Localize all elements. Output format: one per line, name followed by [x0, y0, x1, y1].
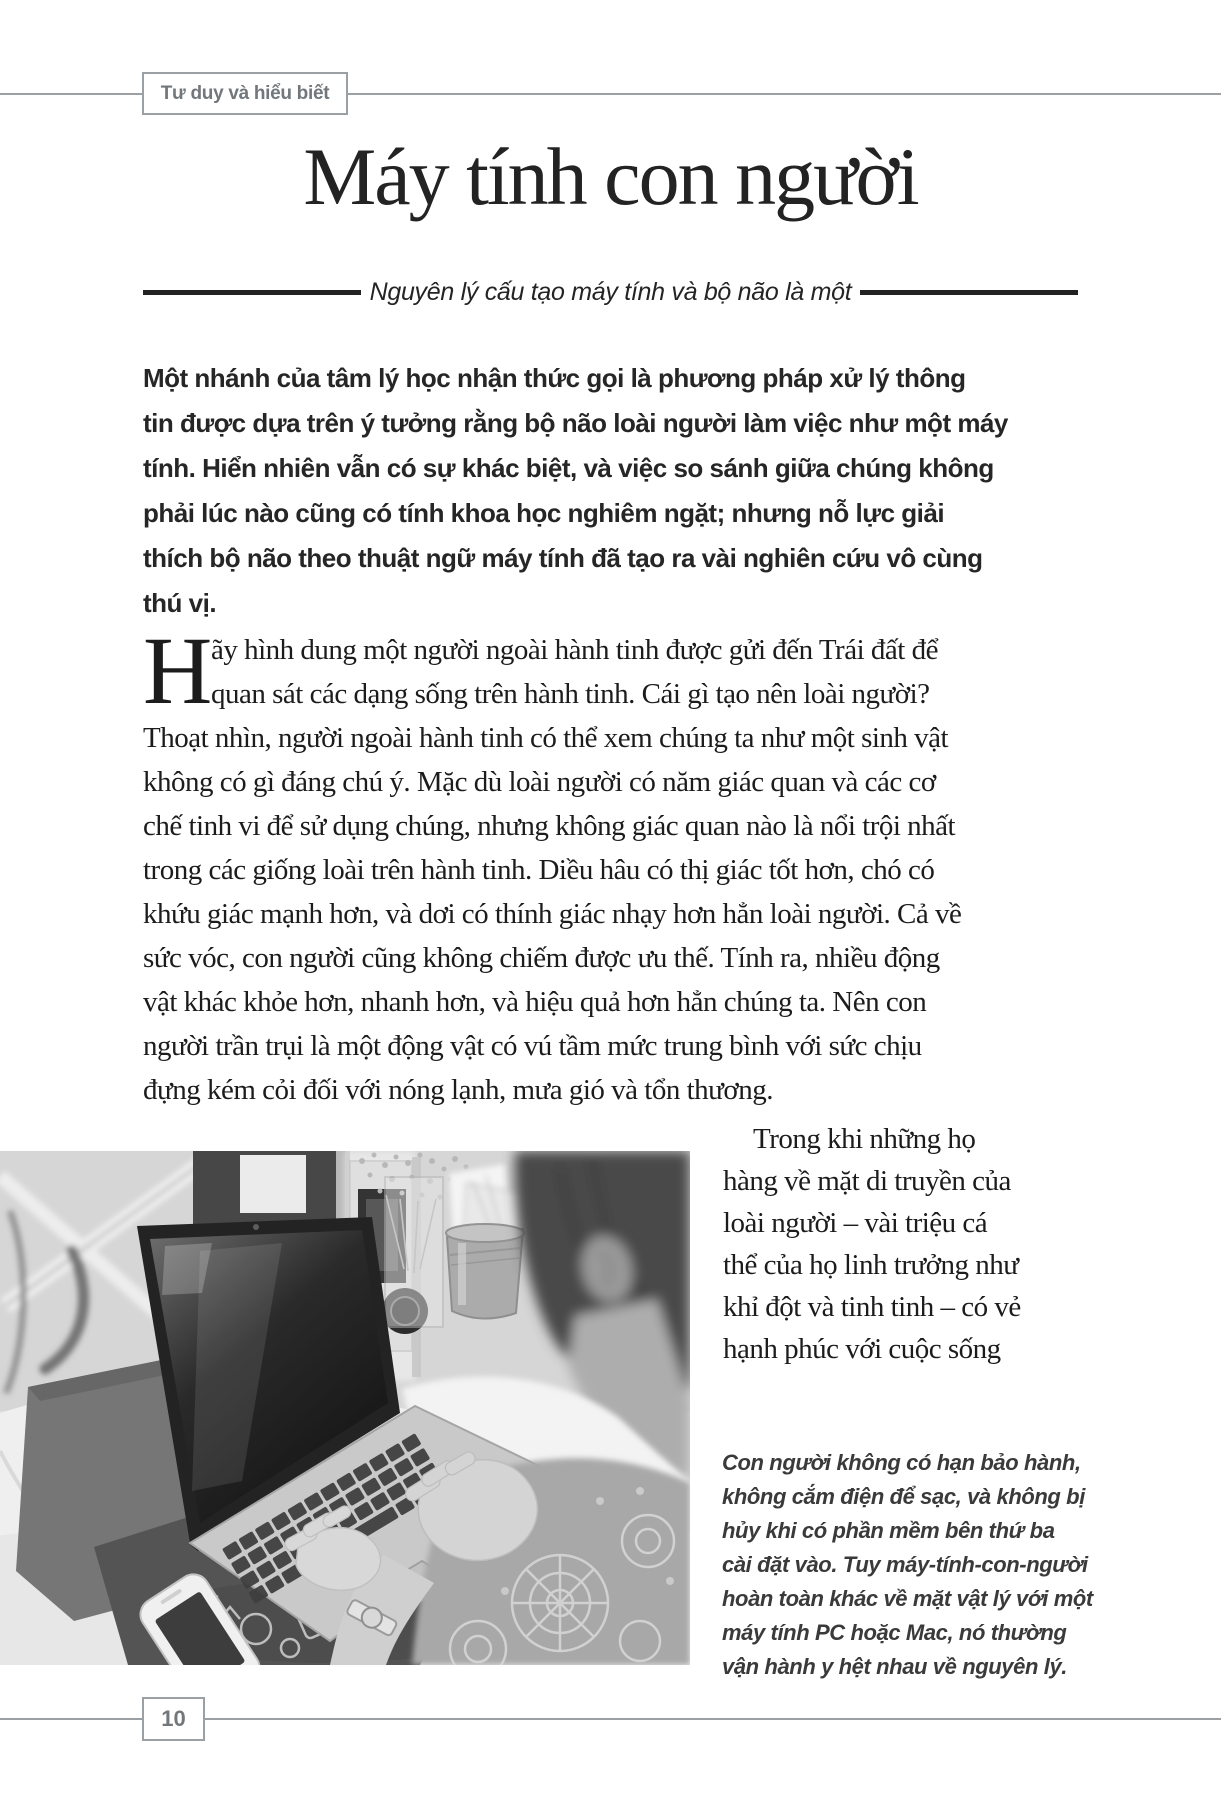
- body-line: ãy hình dung một người ngoài hành tinh được gửi đến Trái đất để: [211, 634, 938, 666]
- drop-cap: H: [143, 617, 213, 724]
- body-line: Trong khi những họ: [753, 1123, 976, 1155]
- section-tag: [142, 72, 348, 115]
- caption-line: hủy khi có phần mềm bên thứ ba: [722, 1518, 1055, 1543]
- caption-line: không cắm điện để sạc, và không bị: [722, 1484, 1085, 1509]
- lead-line: phải lúc nào cũng có tính khoa học nghiêm ngặt; nhưng nỗ lực giải: [143, 498, 945, 528]
- lead-paragraph: [143, 356, 1088, 626]
- article-subtitle: Nguyên lý cấu tạo máy tính và bộ não là một: [369, 277, 852, 306]
- body-line: hàng về mặt di truyền của: [723, 1165, 1011, 1197]
- body-line: chế tinh vi để sử dụng chúng, nhưng không giác quan nào là nổi trội nhất: [143, 810, 956, 842]
- body-line: hạnh phúc với cuộc sống: [723, 1333, 1001, 1365]
- body-line: khỉ đột và tinh tinh – có vẻ: [723, 1291, 1021, 1323]
- body-line: vật khác khỏe hơn, nhanh hơn, và hiệu quả hơn hẳn chúng ta. Nên con: [143, 986, 927, 1018]
- page-number: 10: [161, 1706, 186, 1731]
- page-title: Máy tính con người: [303, 131, 918, 222]
- subtitle-row: [143, 270, 1078, 314]
- caption-line: hoàn toàn khác về mặt vật lý với một: [722, 1586, 1093, 1611]
- caption-line: cài đặt vào. Tuy máy-tính-con-người: [722, 1552, 1088, 1577]
- body-line: trong các giống loài trên hành tinh. Diều hâu có thị giác tốt hơn, chó có: [143, 854, 935, 886]
- page-number-box: [142, 1697, 205, 1741]
- caption-line: máy tính PC hoặc Mac, nó thường: [722, 1620, 1067, 1645]
- body-line: không có gì đáng chú ý. Mặc dù loài người có năm giác quan và các cơ: [143, 766, 936, 798]
- lead-line: Một nhánh của tâm lý học nhận thức gọi là phương pháp xử lý thông: [143, 363, 966, 393]
- body-paragraph-1: [143, 617, 1093, 1112]
- lead-line: tính. Hiển nhiên vẫn có sự khác biệt, và việc so sánh giữa chúng không: [143, 453, 994, 483]
- lead-line: tin được dựa trên ý tưởng rằng bộ não loài người làm việc như một máy: [143, 408, 1008, 438]
- caption-line: vận hành y hệt nhau về nguyên lý.: [722, 1654, 1067, 1679]
- photo-caption: [722, 1446, 1122, 1684]
- body-line: Thoạt nhìn, người ngoài hành tinh có thể xem chúng ta như một sinh vật: [143, 722, 949, 754]
- body-line: quan sát các dạng sống trên hành tinh. Cái gì tạo nên loài người?: [211, 678, 930, 710]
- section-tag-label: Tư duy và hiểu biết: [160, 82, 330, 104]
- caption-line: Con người không có hạn bảo hành,: [722, 1450, 1081, 1475]
- body-line: sức vóc, con người cũng không chiếm được ưu thế. Tính ra, nhiều động: [143, 942, 940, 974]
- body-line: người trần trụi là một động vật có vú tầm mức trung bình với sức chịu: [143, 1030, 922, 1062]
- body-line: khứu giác mạnh hơn, và dơi có thính giác nhạy hơn hẳn loài người. Cả về: [143, 898, 962, 930]
- body-line: thể của họ linh trưởng như: [723, 1249, 1019, 1281]
- subtitle-rule-left: [143, 290, 361, 295]
- laptop-typing-photo: [0, 1151, 690, 1665]
- lead-line: thích bộ não theo thuật ngữ máy tính đã tạo ra vài nghiên cứu vô cùng: [143, 543, 983, 573]
- subtitle-rule-right: [860, 290, 1078, 295]
- lead-line: thú vị.: [143, 588, 217, 618]
- body-line: đựng kém cỏi đối với nóng lạnh, mưa gió và tổn thương.: [143, 1074, 773, 1106]
- body-paragraph-2: [723, 1118, 1113, 1370]
- body-line: loài người – vài triệu cá: [723, 1207, 988, 1239]
